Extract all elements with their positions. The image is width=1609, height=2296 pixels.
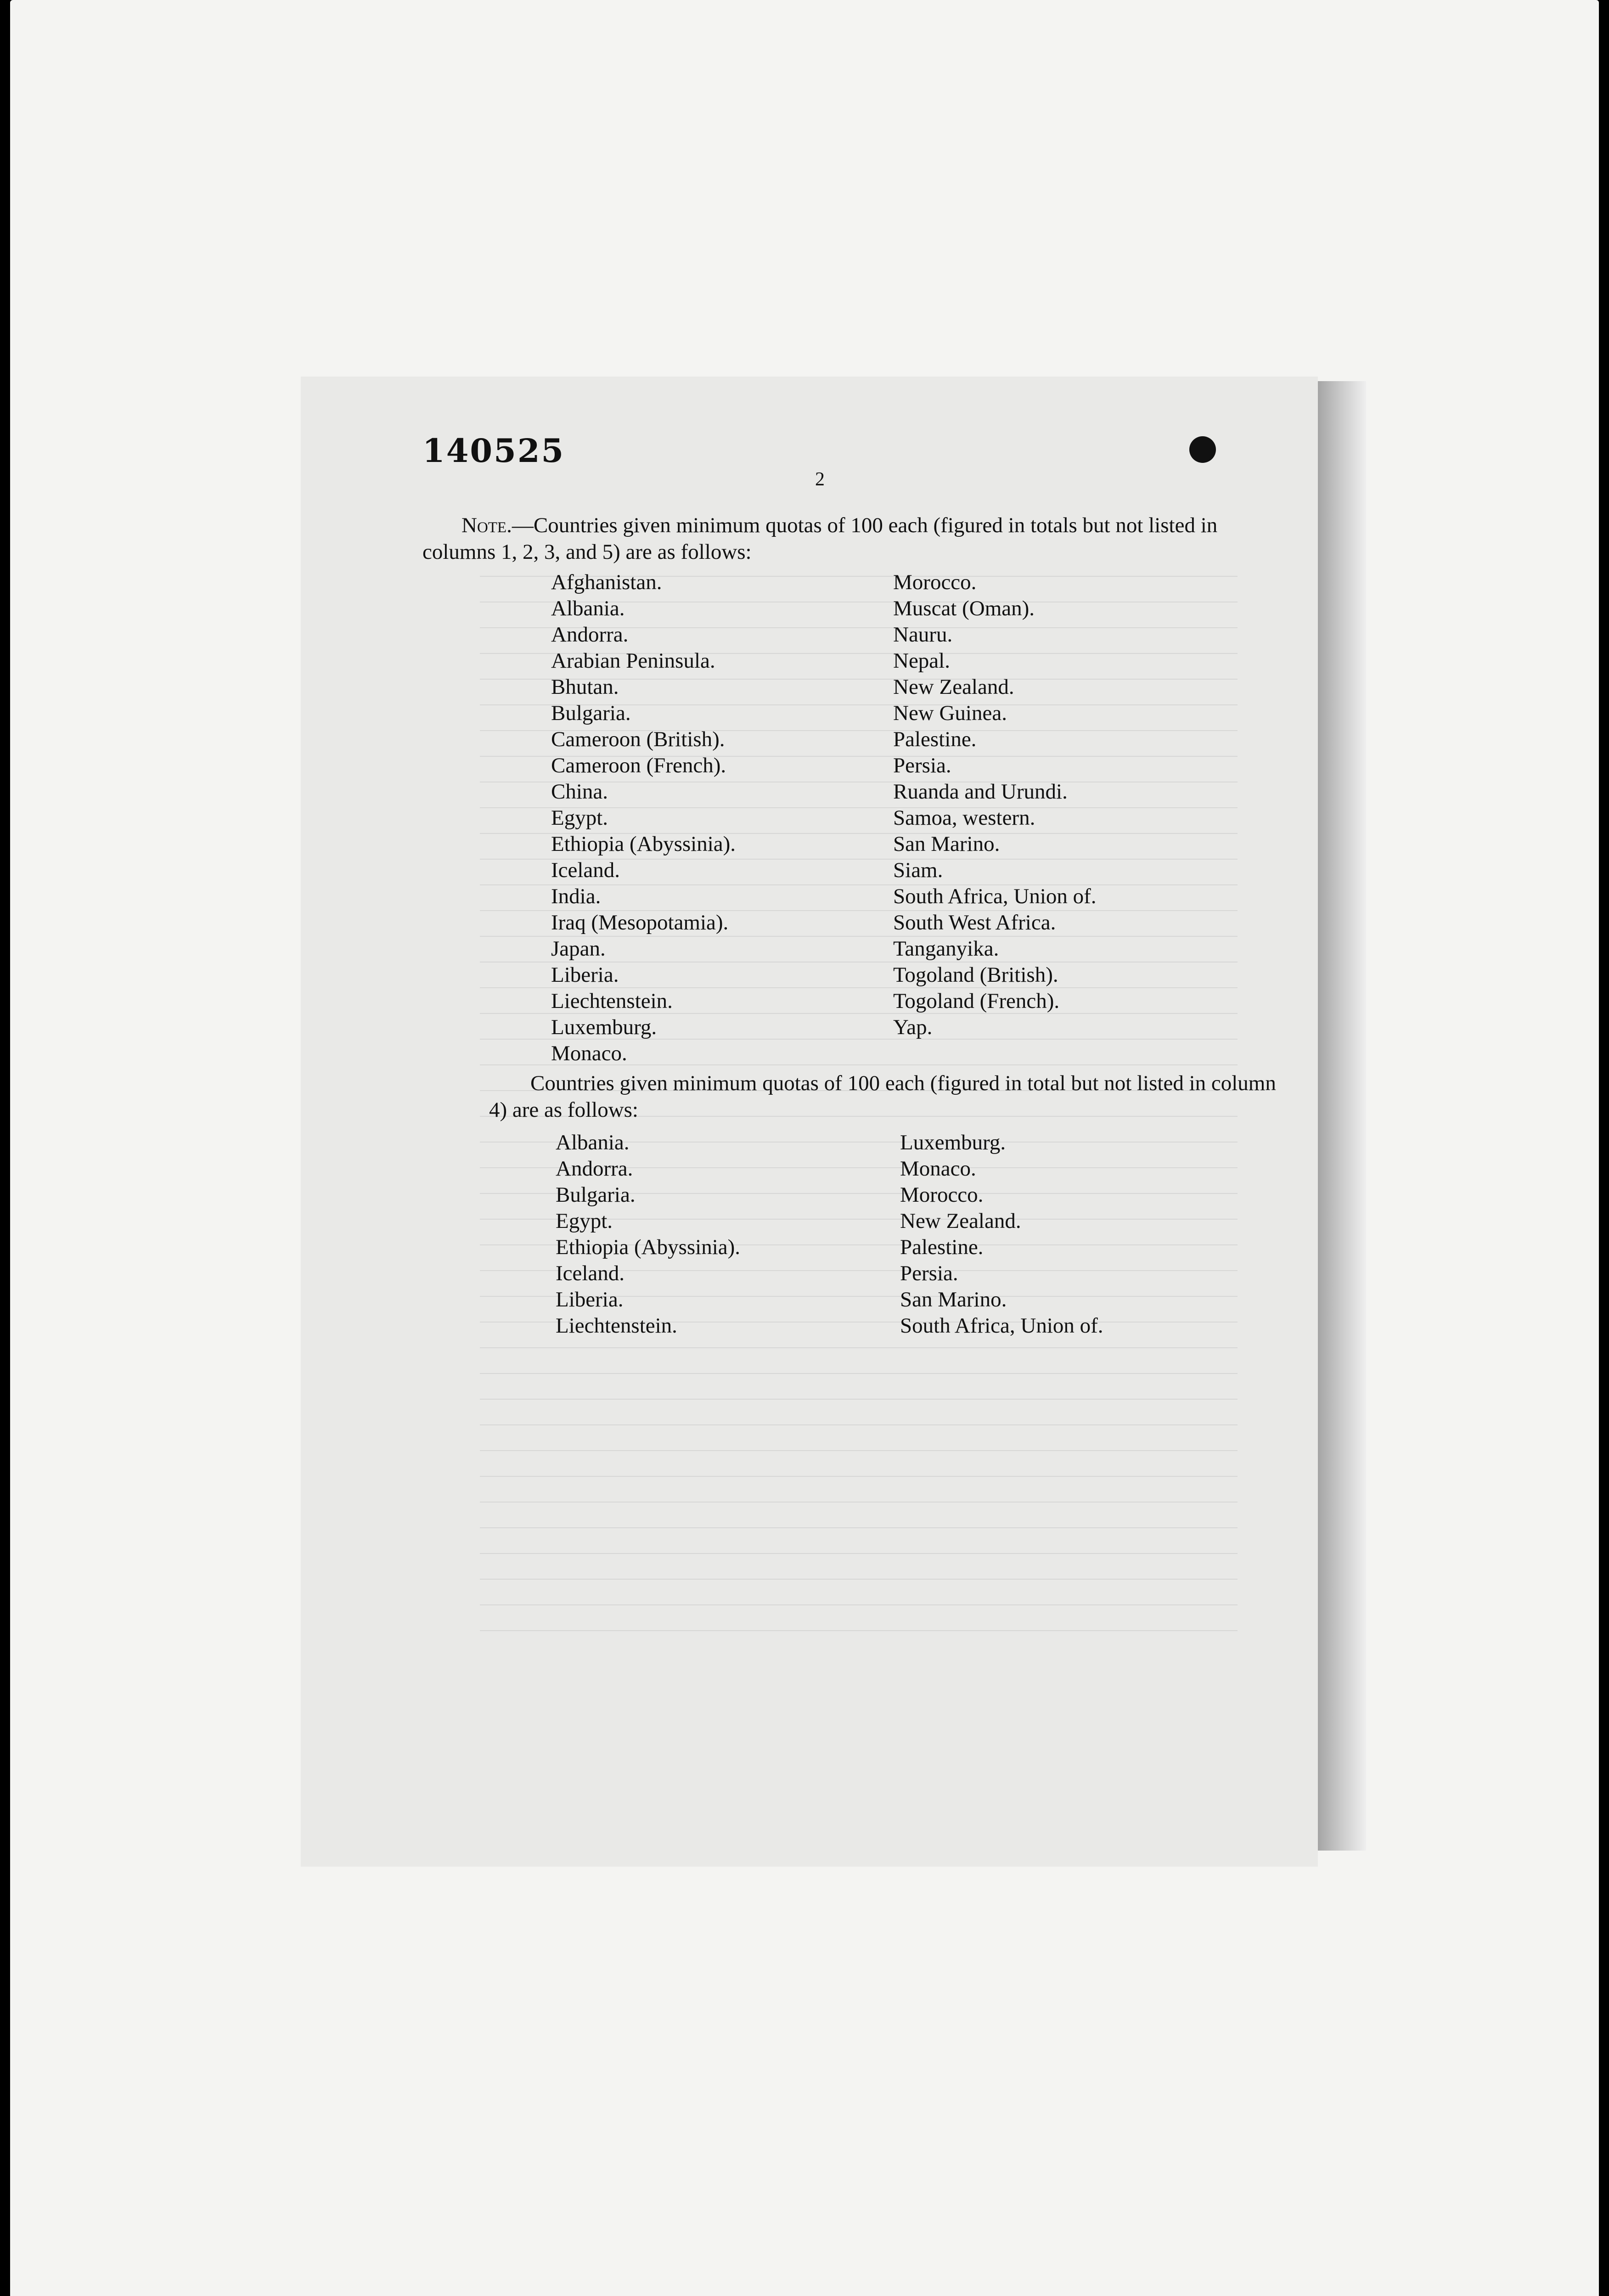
country-list-item: San Marino.	[900, 1288, 1007, 1311]
country-list-item: New Guinea.	[893, 701, 1007, 725]
page-number: 2	[815, 469, 825, 490]
note-heading: Note.	[461, 513, 512, 537]
country-list-item: Bulgaria.	[551, 701, 631, 725]
country-list-item: Monaco.	[900, 1157, 976, 1181]
country-list-item: Liechtenstein.	[556, 1314, 677, 1338]
country-list-item: Albania.	[551, 597, 625, 620]
country-list-item: Nauru.	[893, 623, 953, 647]
country-list-item: Iraq (Mesopotamia).	[551, 911, 729, 934]
country-list-item: Andorra.	[556, 1157, 633, 1181]
page-shadow	[1311, 381, 1366, 1851]
country-list-item: Luxemburg.	[551, 1015, 657, 1039]
country-list-item: Albania.	[556, 1131, 630, 1154]
country-list-item: Ruanda and Urundi.	[893, 780, 1068, 804]
list1-left-column	[551, 569, 736, 1067]
country-list-item: Samoa, western.	[893, 806, 1035, 830]
country-list-item: Persia.	[900, 1261, 958, 1285]
country-list-item: Andorra.	[551, 623, 629, 647]
country-list-item: Muscat (Oman).	[893, 597, 1035, 620]
country-list-item: Togoland (British).	[893, 963, 1058, 987]
country-list-item: Liechtenstein.	[551, 989, 673, 1013]
country-list-item: Egypt.	[551, 806, 608, 830]
country-list-item: Nepal.	[893, 649, 950, 673]
country-list-item: Monaco.	[551, 1041, 627, 1065]
country-list-item: Liberia.	[551, 963, 619, 987]
country-list-item: Luxemburg.	[900, 1131, 1006, 1154]
country-list-item: Bhutan.	[551, 675, 619, 699]
country-list-item: Cameroon (French).	[551, 754, 726, 777]
country-list-item: South Africa, Union of.	[900, 1314, 1103, 1338]
country-list-item: Egypt.	[556, 1209, 613, 1233]
country-list-item: Siam.	[893, 858, 943, 882]
country-list-item: Ethiopia (Abyssinia).	[556, 1235, 741, 1259]
punch-hole	[1189, 436, 1216, 463]
country-list-item: China.	[551, 780, 608, 804]
country-list-item: Cameroon (British).	[551, 727, 725, 751]
list1-right-column	[893, 569, 1097, 1041]
country-list-item: South West Africa.	[893, 911, 1056, 934]
country-list-item: San Marino.	[893, 832, 1000, 856]
list2-right-column	[900, 1130, 1103, 1339]
second-paragraph: Countries given minimum quotas of 100 each (figured in total but not listed in column 4) are as follows:	[489, 1071, 1276, 1122]
country-list-item: New Zealand.	[893, 675, 1014, 699]
list2-left-column	[556, 1130, 740, 1339]
note-body: —Countries given minimum quotas of 100 each (figured in totals but not listed in columns 1, 2, 3, and 5) are as follows:	[422, 513, 1218, 564]
country-list-item: Tanganyika.	[893, 937, 999, 961]
country-list-item: Iceland.	[551, 858, 620, 882]
document-page	[301, 377, 1318, 1867]
country-list-item: Togoland (French).	[893, 989, 1060, 1013]
country-list-item: Arabian Peninsula.	[551, 649, 715, 673]
country-list-item: Morocco.	[900, 1183, 984, 1207]
country-list-item: Afghanistan.	[551, 570, 662, 594]
country-list-item: New Zealand.	[900, 1209, 1021, 1233]
country-list-item: Morocco.	[893, 570, 977, 594]
country-list-item: Yap.	[893, 1015, 933, 1039]
country-list-item: Palestine.	[893, 727, 977, 751]
country-list-item: Iceland.	[556, 1261, 625, 1285]
country-list-item: Liberia.	[556, 1288, 624, 1311]
document-number: 140525	[422, 432, 565, 470]
note-paragraph	[422, 512, 1286, 565]
country-list-item: Ethiopia (Abyssinia).	[551, 832, 736, 856]
country-list-item: Persia.	[893, 754, 951, 777]
country-list-item: Palestine.	[900, 1235, 984, 1259]
country-list-item: Bulgaria.	[556, 1183, 636, 1207]
country-list-item: Japan.	[551, 937, 606, 961]
country-list-item: India.	[551, 884, 601, 908]
country-list-item: South Africa, Union of.	[893, 884, 1097, 908]
